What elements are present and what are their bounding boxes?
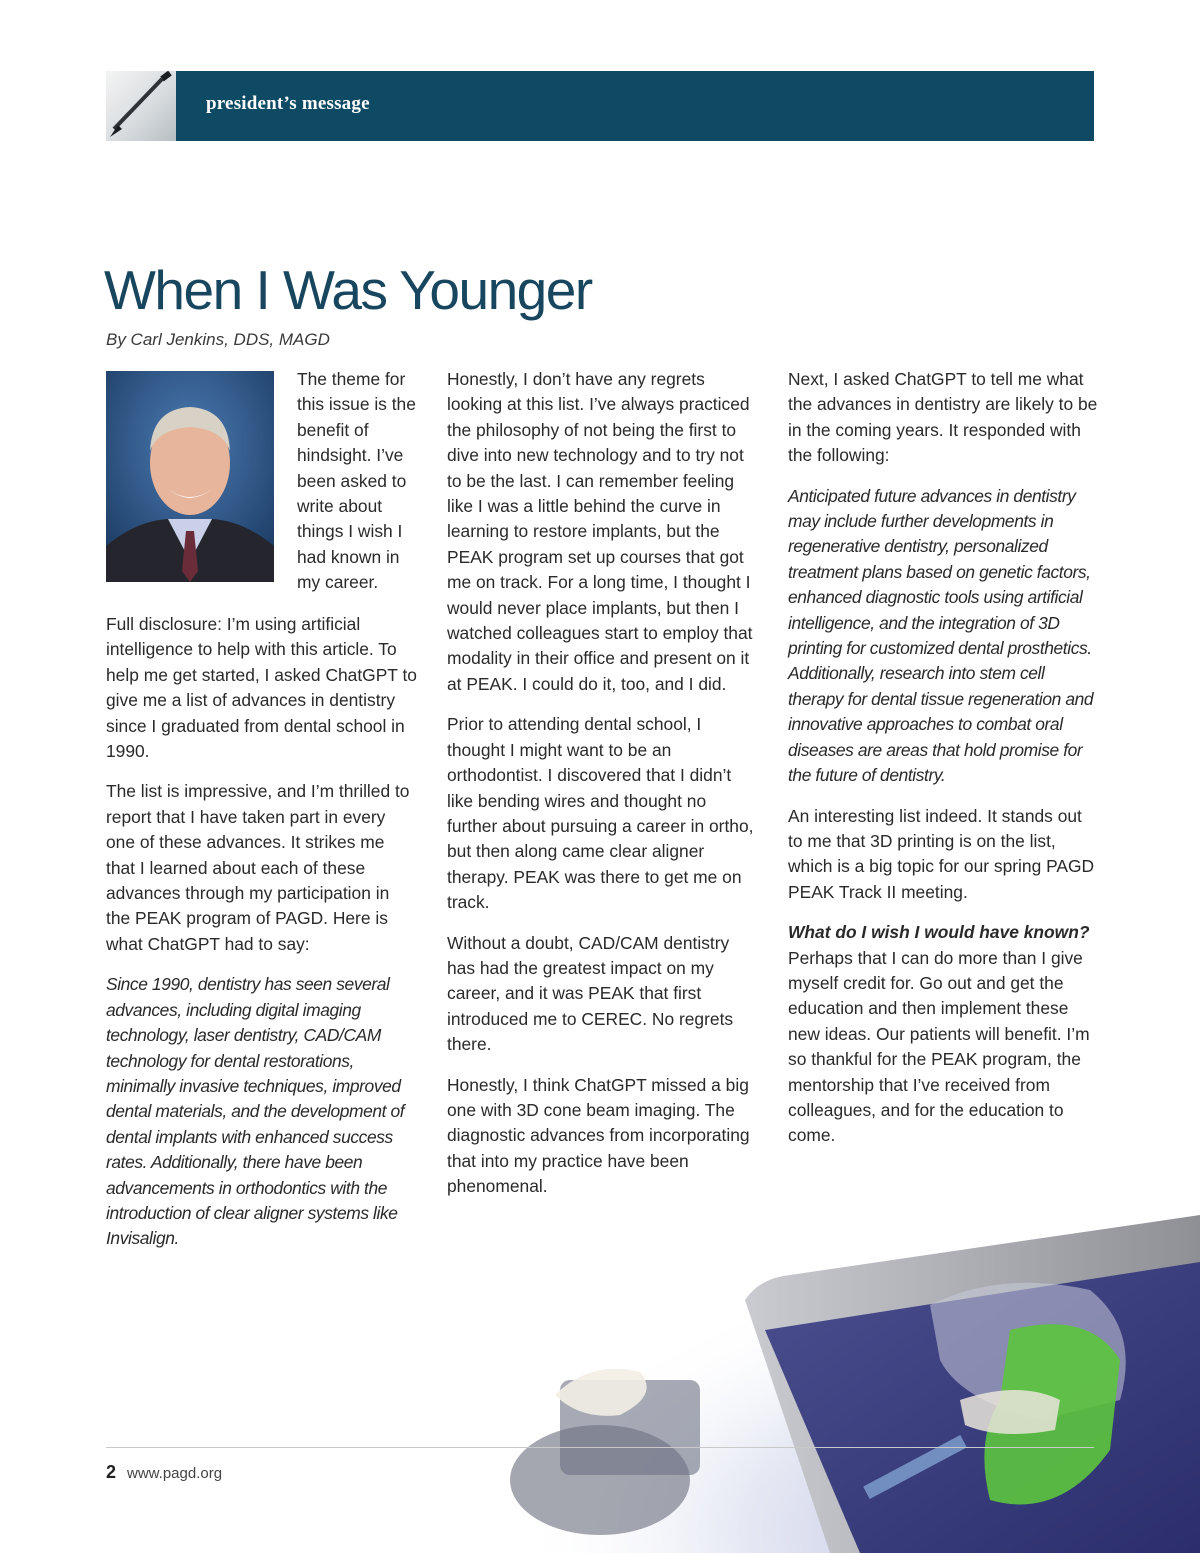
paragraph: Honestly, I don’t have any regrets looking at this list. I’ve always practiced the philosophy of not being the first to dive into new technology and to try not to be the last. I can remember feeling like I was a little behind the curve in learning to restore implants, but the PEAK program set up courses that got me on track. For a long time, I thought I would never place implants, but then I watched colleagues start to employ that modality in their office and present on it at PEAK. I could do it, too, and I did. <box>447 369 753 694</box>
column-2 <box>447 367 759 1215</box>
intro-text: The theme for this issue is the benefit of hindsight. I’ve been asked to write about things I wish I had known in my career. <box>297 369 416 593</box>
paragraph: The list is impressive, and I’m thrilled to report that I have taken part in every one of these advances. It strikes me that I learned about each of these advances through my participation in the PEAK program of PAGD. Here is what ChatGPT had to say: <box>106 781 410 954</box>
footer-divider <box>106 1447 1094 1448</box>
chatgpt-future-quote: Anticipated future advances in dentistry may include further developments in regenerative dentistry, personalized treatment plans based on genetic factors, enhanced diagnostic tools using artificial intelligence, and the integration of 3D printing for customized dental prosthetics. Additionally, research into stem cell therapy for dental tissue regeneration and innovative approaches to combat oral diseases are areas that hold promise for the future of dentistry. <box>788 485 1094 786</box>
author-portrait <box>106 371 274 582</box>
section-label: president’s message <box>206 93 370 114</box>
section-header-band <box>106 71 1094 141</box>
article-byline: By Carl Jenkins, DDS, MAGD <box>106 330 330 349</box>
paragraph: Next, I asked ChatGPT to tell me what the advances in dentistry are likely to be in the coming years. It responded with the following: <box>788 369 1098 466</box>
paragraph: Honestly, I think ChatGPT missed a big one with 3D cone beam imaging. The diagnostic advances from incorporating that into my practice have been phenomenal. <box>447 1074 750 1197</box>
closing-paragraph <box>788 920 1100 1149</box>
paragraph: An interesting list indeed. It stands out to me that 3D printing is on the list, which is a big topic for our spring PAGD PEAK Track II meeting. <box>788 805 1095 902</box>
fountain-pen-icon <box>106 71 176 141</box>
column-1 <box>106 612 418 1267</box>
closing-text: Perhaps that I can do more than I give myself credit for. Go out and get the education and then implement these new ideas. Our patients will benefit. I’m so thankful for the PEAK program, the mentorship that I’ve received from colleagues, and for the education to come. <box>788 947 1090 1146</box>
page-number: 2 <box>106 1462 117 1482</box>
intro-paragraph <box>297 367 417 611</box>
pen-illustration <box>106 71 176 141</box>
paragraph: Without a doubt, CAD/CAM dentistry has had the greatest impact on my career, and it was PEAK that first introduced me to CEREC. No regrets there. <box>447 932 734 1055</box>
paragraph: Prior to attending dental school, I thought I might want to be an orthodontist. I discovered that I didn’t like bending wires and thought no further about pursuing a career in ortho, but then along came clear aligner therapy. PEAK was there to get me on track. <box>447 714 754 913</box>
closing-question: What do I wish I would have known? <box>788 922 1090 943</box>
article-title: When I Was Younger <box>104 259 592 321</box>
column-3 <box>788 367 1100 1164</box>
footer-url: www.pagd.org <box>127 1465 223 1482</box>
chatgpt-quote: Since 1990, dentistry has seen several advances, including digital imaging technology, laser dentistry, CAD/CAM technology for dental restorations, minimally invasive techniques, improved dental materials, and the development of dental implants with enhanced success rates. Additionally, there have been advancements in orthodontics with the introduction of clear aligner systems like Invisalign. <box>106 974 405 1249</box>
paragraph: Full disclosure: I’m using artificial intelligence to help with this article. To help me get started, I asked ChatGPT to give me a list of advances in dentistry since I graduated from dental school in 1990. <box>106 614 417 762</box>
